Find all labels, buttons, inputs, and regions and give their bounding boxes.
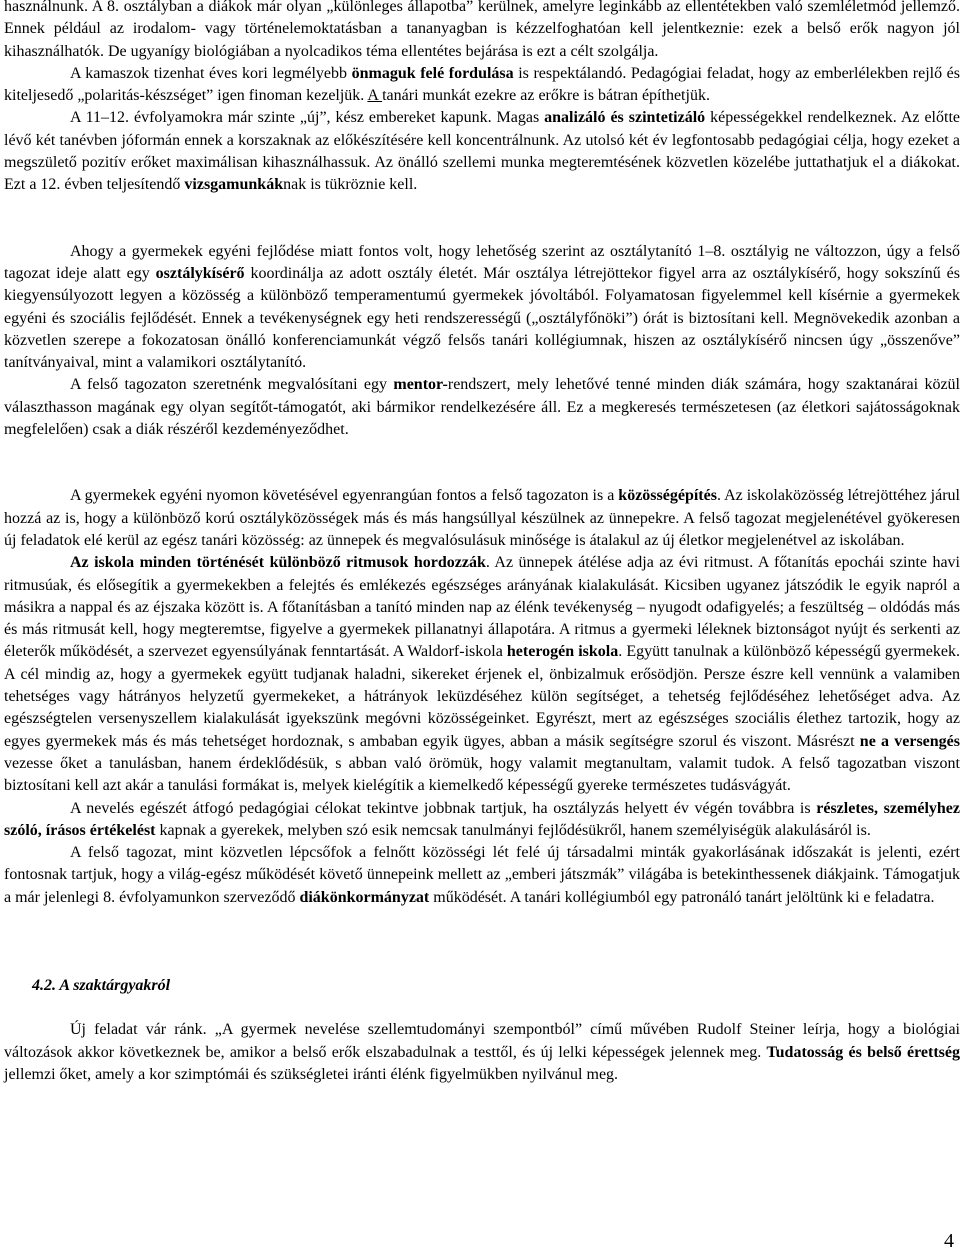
paragraph — [4, 107, 960, 196]
bold-text: heterogén iskola — [506, 643, 619, 661]
paragraph — [4, 374, 960, 441]
paragraph — [4, 63, 960, 108]
text-run: Új feladat vár ránk. „A gyermek nevelése szellemtudományi szempontból” című művében Rudolf Steiner leírja, hogy a biológiai változások akkor következnek be, amikor a belső erők elszabadulnak a testtől, és új lelki képességek jelennek meg. — [4, 1021, 960, 1061]
bold-text: önmaguk felé fordulása — [351, 64, 514, 82]
paragraph — [4, 1019, 960, 1086]
paragraph — [4, 0, 960, 63]
text-run: működését. A tanári kollégiumból egy patronáló tanárt jelöltünk ki e feladatra. — [429, 888, 935, 906]
text-run: A 11–12. évfolyamokra már szinte „új”, kész embereket kapunk. Magas — [70, 109, 545, 127]
bold-text: közösségépítés — [618, 487, 717, 505]
text-run: . Az ünnepek átélése adja az évi ritmust. A főtanítás epochái szinte havi ritmusúak, és elősegítik a gyermekekben a felejtés és emlékezés egészséges arányának kialakulását. Kicsiben ugyanez játszódik le egyik napról a másikra a nappal és az éjszaka között is. A főtanításban a tanító minden nap az élénk tevékenység – nyugodt odafigyelés; a feszültség – oldódás más és más ritmusát kell, hogy megteremtse, figyelve a gyermekek pillanatnyi állapotára. A ritmus a gyermeki léleknek biztonságot nyújt és serkenti az életerők működését, a szervezet egyensúlyának fenntartását. A Waldorf-iskola — [4, 554, 960, 661]
text-run: rendszert, mely lehetővé tenné minden diák számára, hogy szaktanárai közül választhasson magának egy olyan segítőt-támogatót, aki bármikor rendelkezésére áll. Ez a megkeresés természetesen (az életkori sajátosságoknak megfelelően) csak a diák részéről kezdeményeződhet. — [4, 376, 960, 439]
paragraph — [4, 241, 960, 375]
text-run: képességekkel rendelkeznek. Az előtte lévő két tanévben jóformán ennek a korszaknak az előkészítésére kell koncentrálnunk. Az utolsó két év legfontosabb pedagógiai célja, hogy ezeket a megszülető pozitív erőket maximálisan kihasználhassuk. Az önálló szellemi munka megteremtésének közvetlen közelébe juttathatjuk el a diákokat. Ezt a 12. évben teljesítendő — [4, 109, 960, 194]
vertical-spacer — [4, 997, 960, 1019]
paragraph — [4, 552, 960, 797]
text-run: A felső tagozat, mint közvetlen lépcsőfok a felnőtt közösségi lét felé új társadalmi minták gyakorlásának időszakát is jelenti, ezért fontosnak tartjuk, hogy a világ-egész működését követő ünnepeink mellett az „emberi játszmák” világába is betekinthessenek diákjaink. Támogatjuk a már jelenlegi 8. évfolyamunkon szerveződő — [4, 844, 960, 906]
vertical-spacer — [4, 909, 960, 975]
text-run: A kamaszok tizenhat éves kori legmélyebb — [70, 64, 352, 82]
text-run: A gyermekek egyéni nyomon követésével egyenrangúan fontos a felső tagozaton is a — [70, 487, 619, 505]
paragraph — [4, 798, 960, 843]
bold-text: Tudatosság és belső érettség — [766, 1043, 960, 1061]
bold-text: ne a versengés — [859, 732, 960, 750]
text-run: Ahogy a gyermekek egyéni fejlődése miatt fontos volt, hogy lehetőség szerint az osztálytanító 1–8. osztályig ne változzon, úgy a felső tagozat ideje alatt egy — [4, 242, 960, 282]
text-run: használnunk. A 8. osztályban a diákok már olyan „különleges állapotba” kerülnek, amelyre leginkább az ellentétekben való szemléletmód jellemző. Ennek például az irodalom- vagy történelemoktatásban a tananyagban is kézzelfoghatóan kell jelentkeznie: ezek a belső erők nagyon jól kihasználhatók. De ugyanígy biológiában a nyolcadikos téma ellentétes bejárása is ezt a célt szolgálja. — [4, 0, 960, 60]
text-run: . Az iskolaközösség létrejöttéhez járul hozzá az is, hogy a különböző korú osztályközösségek más és más hangsúllyal készülnek az ünnepekre. A felső tagozat megjelenétével gyökeresen új feladatok elé kerül az egész tanári közösség: az ünnepek és megvalósulásuk minősége is átalakul az új életkor megjelenétvel az iskolában. — [4, 487, 960, 549]
bold-text: részletes, személyhez szóló, írásos értékelést — [4, 799, 960, 839]
text-run: . Együtt tanulnak a különböző képességű gyermekek. A cél mindig az, hogy a gyermekek együtt tudjanak haladni, sikereket érjenek el, önbizalmuk erősödjön. Persze észre kell vennünk a valamiben tehetséges vagy hátrányos helyzetű gyermekeket, a hátrányok leküzdéséhez külön segítséget, a tehetség fejlődéséhez lehetőséget adva. Az egészségtelen versenyszellem kialakulását igyekszünk megóvni közösségeinket. Egyrészt, mert az egészséges szociális élethez tartozik, hogy az egyes gyermekek más és más tehetséget hordoznak, s ambaban egyik ügyes, abban a másik segítségre szorul és viszont. Másrészt — [4, 643, 960, 750]
text-run: vezesse őket a tanulásban, hanem érdeklődésük, s abban való örömük, hogy valamit megtanultam, valamit tudok. A felső tagozatban viszont biztosítani kell azt akár a tanulási formákat is, melyek kielégítik a kiemelkedő képességű gyereke természetes tudásvágyát. — [4, 754, 960, 795]
paragraph — [4, 842, 960, 909]
page-number: 4 — [944, 1230, 954, 1252]
underlined-text: A — [367, 87, 383, 105]
bold-text: vizsgamunkák — [184, 176, 284, 194]
text-run: nak is tükröznie kell. — [283, 176, 418, 194]
text-run: tanári munkát ezekre az erőkre is bátran építhetjük. — [382, 87, 710, 105]
section-heading: 4.2. A szaktárgyakról — [32, 976, 171, 994]
vertical-spacer — [4, 197, 960, 241]
text-run: is respektálandó. Pedagógiai feladat, hogy az emberlélekben rejlő és kiteljesedő „polaritás-készséget” igen finoman kezeljük. — [4, 64, 960, 105]
bold-text: Az iskola minden történését különböző ritmusok hordozzák — [70, 554, 486, 572]
paragraph — [4, 485, 960, 552]
bold-text: diákönkormányzat — [299, 888, 430, 906]
bold-text: analizáló és szintetizáló — [544, 109, 706, 127]
text-run: A nevelés egészét átfogó pedagógiai célokat tekintve jobbnak tartjuk, ha osztályzás helyett év végén továbbra is — [70, 799, 817, 817]
bold-text: mentor- — [393, 376, 448, 394]
bold-text: osztálykísérő — [155, 264, 245, 282]
text-run: koordinálja az adott osztály életét. Már osztálya létrejöttekor figyel arra az osztálykísérő, hogy sokszínű és kiegyensúlyozott legyen a közösség a különböző temperamentumú gyermekek jóvoltából. Folyamatosan figyelemmel kell kísérnie a gyermekek egyéni és szociális fejlődését. Ennek a tevékenységnek egy heti rendszerességű („osztályfőnöki”) órát is biztosítani kell. Megnövekedik azonban a közvetlen szerepe a fokozatosan önálló konferenciamunkát végző felsős tanári kollégiumnak, hiszen az osztálykísérő nincsen úgy „összenőve” tanítványaival, mint a valamikori osztálytanító. — [4, 264, 960, 372]
vertical-spacer — [4, 441, 960, 485]
document-page — [4, 0, 960, 1086]
text-run: kapnak a gyerekek, melyben szó esik nemcsak tanulmányi fejlődésükről, hanem személyiségük alakulásáról is. — [155, 821, 871, 839]
text-run: jellemzi őket, amely a kor szimptómái és szükségletei iránti élénk figyelmükben nyilvánul meg. — [4, 1065, 619, 1083]
text-run: A felső tagozaton szeretnénk megvalósítani egy — [70, 376, 394, 394]
